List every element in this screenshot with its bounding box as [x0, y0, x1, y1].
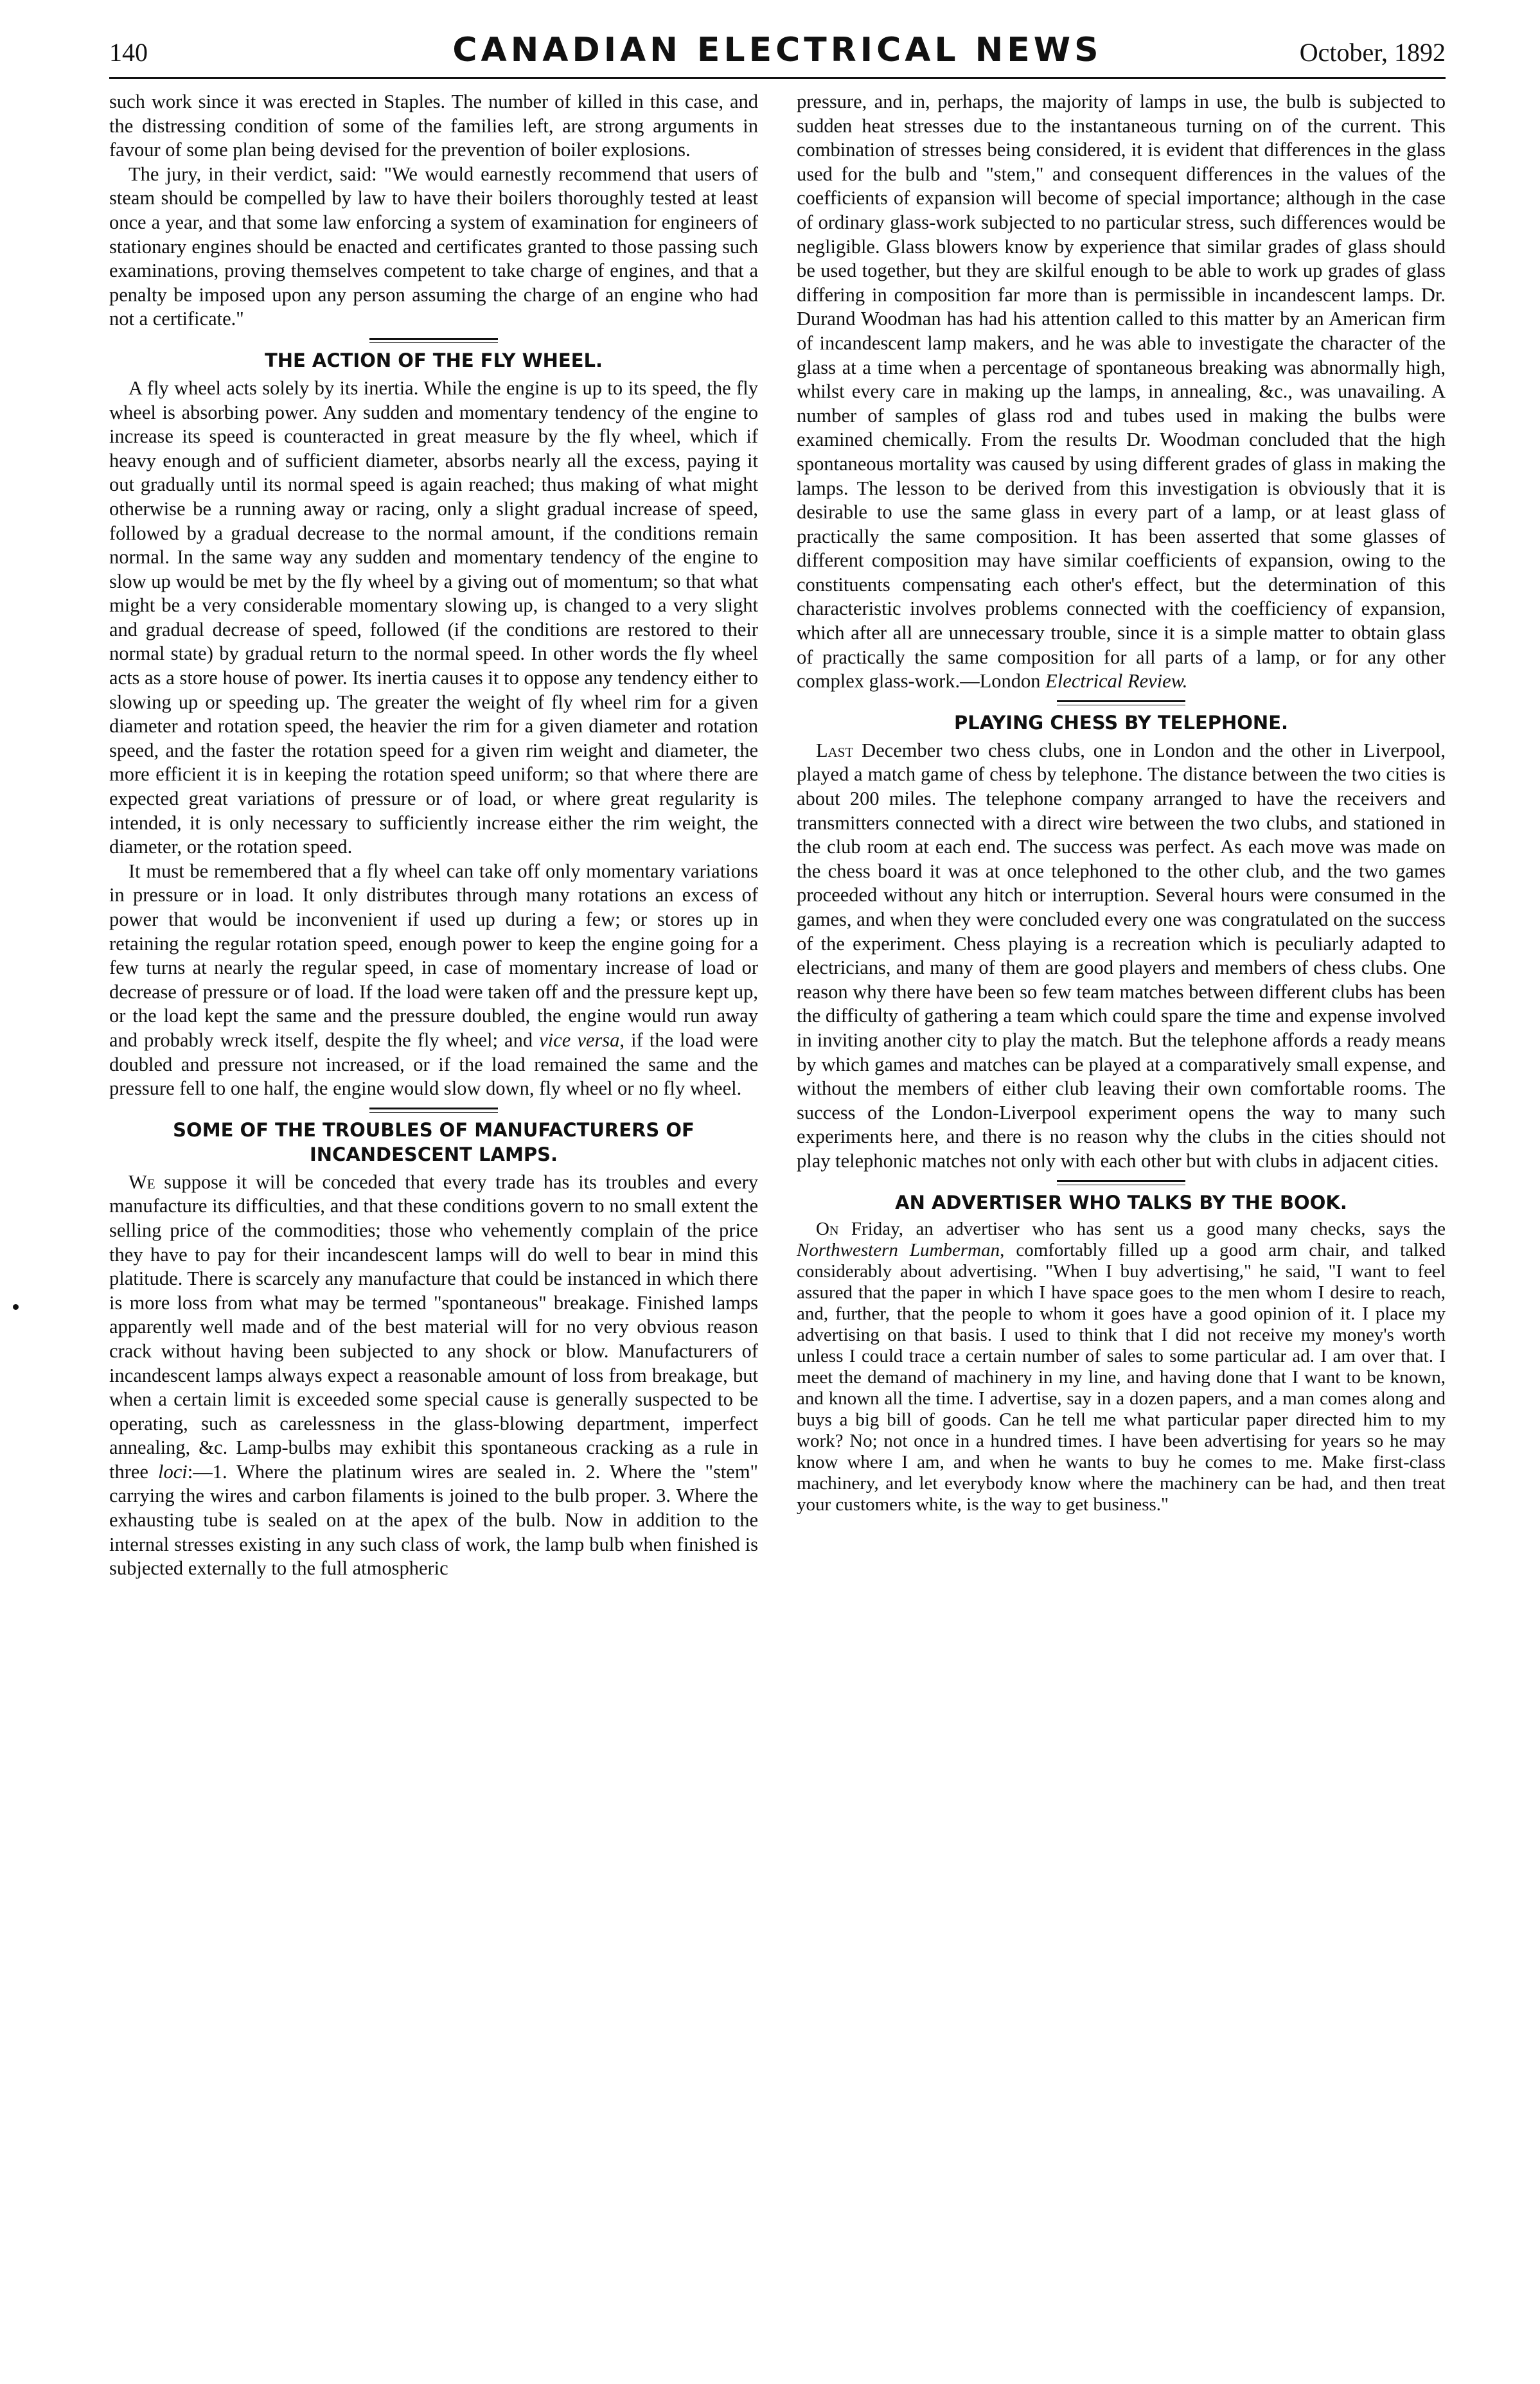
section-divider	[369, 338, 498, 343]
chess-paragraph: Last December two chess clubs, one in London and the other in Liverpool, played a match game of chess by telephone. The distance between the two cities is about 200 miles. The telephone company arranged to have the receivers and transmitters connected with a direct wire between the two clubs, and stationed in the club room at each end. The success was perfect. As each move was made on the chess board it was at once telephoned to the other club, and the two games proceeded without any hitch or interruption. Several hours were consumed in the games, and when they were concluded every one was congratulated on the success of the experiment. Chess playing is a recreation which is peculiarly adapted to electricians, and many of them are good players and members of chess clubs. One reason why there have been so few team matches between different clubs has been the difficulty of gathering a team which could spare the time and expense involved in inviting another city to play the match. But the telephone affords a ready means by which games and matches can be played at a comparatively small expense, and without the members of either club leaving their own comfortable rooms. The success of the London-Liverpool experiment opens the way to many such experiments here, and there is no reason why the clubs in the cities should not play telephonic matches not only with each other but with clubs in adjacent cities.	[797, 739, 1446, 1172]
boiler-article-continuation: such work since it was erected in Staples. The number of killed in this case, and the distressing condition of some of the families left, are strong arguments in favour of some plan being devised for the prevention of boiler explosions.	[109, 91, 758, 161]
section-divider	[1057, 700, 1185, 705]
article-columns	[109, 90, 1446, 1581]
chess-heading: PLAYING CHESS BY TELEPHONE.	[953, 711, 1289, 734]
page-header	[109, 26, 1446, 79]
lamp-troubles-paragraph: We suppose it will be conceded that every trade has its troubles and every manufacture its difficulties, and that these conditions govern to no small extent the selling price of the commodities; those who vehemently complain of the price they have to pay for their incandescent lamps will do well to bear in mind this platitude. There is scarcely any manufacture that could be instanced in which there is more loss from what may be termed "spontaneous" breakage. Finished lamps apparently well made and of the best material will for no very obvious reason crack without having been subjected to any shock or blow. Manufacturers of incandescent lamps always expect a reasonable amount of loss from breakage, but when a certain limit is exceeded some special cause is generally suspected to be operating, such as carelessness in the glass-blowing department, imperfect annealing, &c. Lamp-bulbs may exhibit this spontaneous cracking as a rule in three loci:—1. Where the platinum wires are sealed in. 2. Where the "stem" carrying the wires and carbon filaments is joined to the bulb proper. 3. Where the exhausting tube is sealed on at the apex of the bulb. Now in addition to the internal stresses existing in any such class of work, the lamp bulb when finished is subjected externally to the full atmospheric	[109, 1170, 758, 1580]
advertiser-heading: AN ADVERTISER WHO TALKS BY THE BOOK.	[895, 1191, 1347, 1214]
fly-wheel-paragraph-2: It must be remembered that a fly wheel can take off only momentary variations in pressure or in load. It only distributes through many rotations an excess of power that would be inconvenient if used up during a few; or stores up in retaining the regular rotation speed, enough power to keep the engine going for a few turns at nearly the regular speed, in case of momentary increase of load or decrease of pressure or of load. If the load were taken off and the pressure kept up, or the load kept the same and the pressure doubled, the engine would run away and probably wreck itself, despite the fly wheel; and vice versa, if the load were doubled and pressure not increased, or if the load remained the same and the pressure fell to one half, the engine would slow down, fly wheel or no fly wheel.	[109, 860, 758, 1100]
section-divider	[1057, 1180, 1185, 1185]
advertiser-paragraph: On Friday, an advertiser who has sent us a good many checks, says the Northwestern Lumberman, comfortably filled up a good arm chair, and talked considerably about advertising. "When I buy advertising," he said, "I want to feel assured that the paper in which I have space goes to the men whom I desire to reach, and, further, that the people to whom it goes have a good opinion of it. I place my advertising on that basis. I used to think that I did not receive my money's worth unless I could trace a certain number of sales to some particular ad. I am over that. I meet the demand of machinery in my line, and having done that I want to be known, and known all the time. I advertise, say in a dozen papers, and a man comes along and buys a big bill of goods. Can he tell me what particular paper directed him to my work? No; not once in a hundred times. I have been advertising for years so he may know where I am, and when he wants to buy he comes to me. Make first-class machinery, and let everybody know where the machinery can be had, and then treat your customers white, is the way to get business."	[797, 1218, 1446, 1515]
issue-date: October, 1892	[1299, 38, 1446, 67]
fly-wheel-heading: THE ACTION OF THE FLY WHEEL.	[264, 349, 603, 371]
lamp-troubles-continuation: pressure, and in, perhaps, the majority of lamps in use, the bulb is subjected to sudden heat stresses due to the instantaneous turning on of the current. This combination of stresses being considered, it is evident that differences in the glass used for the bulb and "stem," and consequent differences in the values of the coefficients of expansion will become of special importance; although in the case of ordinary glass-work subjected to no particular stress, such differences would be negligible. Glass blowers know by experience that similar grades of glass should be used together, but they are skilful enough to be able to work up grades of glass differing in composition far more than is permissible in incandescent lamps. Dr. Durand Woodman has had his attention called to this matter by an American firm of incandescent lamp makers, and he was able to investigate the character of the glass at a time when a percentage of spontaneous breaking was abnormally high, whilst every care in making up the lamps, in annealing, &c., was unavailing. A number of samples of glass rod and tubes used in making the bulbs were examined chemically. From the results Dr. Woodman concluded that the high spontaneous mortality was caused by using different grades of glass in making the lamps. The lesson to be derived from this investigation is obviously that it is desirable to use the same glass in every part of a lamp, or at least glass of practically the same composition. It has been asserted that some glasses of different composition may have similar coefficients of expansion, owing to the constituents compensating each other's effect, but the determination of this characteristic involves problems connected with the coefficiency of expansion, which after all are unnecessary trouble, since it is a simple matter to obtain glass of practically the same composition for all parts of a lamp, or for any other complex glass-work.—London Electrical Review.	[797, 91, 1446, 693]
masthead-title: CANADIAN ELECTRICAL NEWS	[452, 31, 1102, 69]
margin-dot	[13, 1304, 19, 1310]
page-number: 140	[109, 38, 148, 67]
lamp-troubles-heading: SOME OF THE TROUBLES OF MANUFACTURERS OF INCANDESCENT LAMPS.	[173, 1118, 695, 1165]
newspaper-page	[109, 26, 1446, 2338]
jury-verdict-paragraph: The jury, in their verdict, said: "We would earnestly recommend that users of steam should be compelled by law to have their boilers thoroughly tested at least once a year, and that some law enforcing a system of examination for engineers of stationary engines should be enacted and certificates granted to those passing such examinations, proving themselves competent to take charge of engines, and that a penalty be imposed upon any person assuming the charge of an engine who had not a certificate."	[109, 163, 758, 330]
left-column	[109, 90, 758, 1581]
fly-wheel-paragraph-1: A fly wheel acts solely by its inertia. While the engine is up to its speed, the fly wheel is absorbing power. Any sudden and momentary tendency of the engine to increase its speed is counteracted in great measure by the fly wheel, which if heavy enough and of sufficient diameter, absorbs nearly all the excess, paying it out gradually until its normal speed is again reached; thus making of what might otherwise be a running away or racing, only a slight gradual increase of speed, followed by a gradual decrease to the normal amount, if the conditions remain normal. In the same way any sudden and momentary tendency of the engine to slow up would be met by the fly wheel by a giving out of momentum; so that what might be a very considerable momentary slowing up, is changed to a very slight and gradual decrease of speed, followed (if the conditions are restored to their normal state) by gradual return to the normal speed. In other words the fly wheel acts as a store house of power. Its inertia causes it to oppose any tendency either to slowing up or speeding up. The greater the weight of fly wheel rim for a given diameter and rotation speed, the heavier the rim for a given diameter and rotation speed, and the faster the rotation speed for a given rim weight and diameter, the more efficient it is in keeping the rotation speed uniform; so that where there are expected great variations of pressure or of load, or where great regularity is intended, it is only necessary to sufficiently increase either the rim weight, the diameter, or the rotation speed.	[109, 376, 758, 858]
right-column	[797, 90, 1446, 1581]
section-divider	[369, 1108, 498, 1113]
